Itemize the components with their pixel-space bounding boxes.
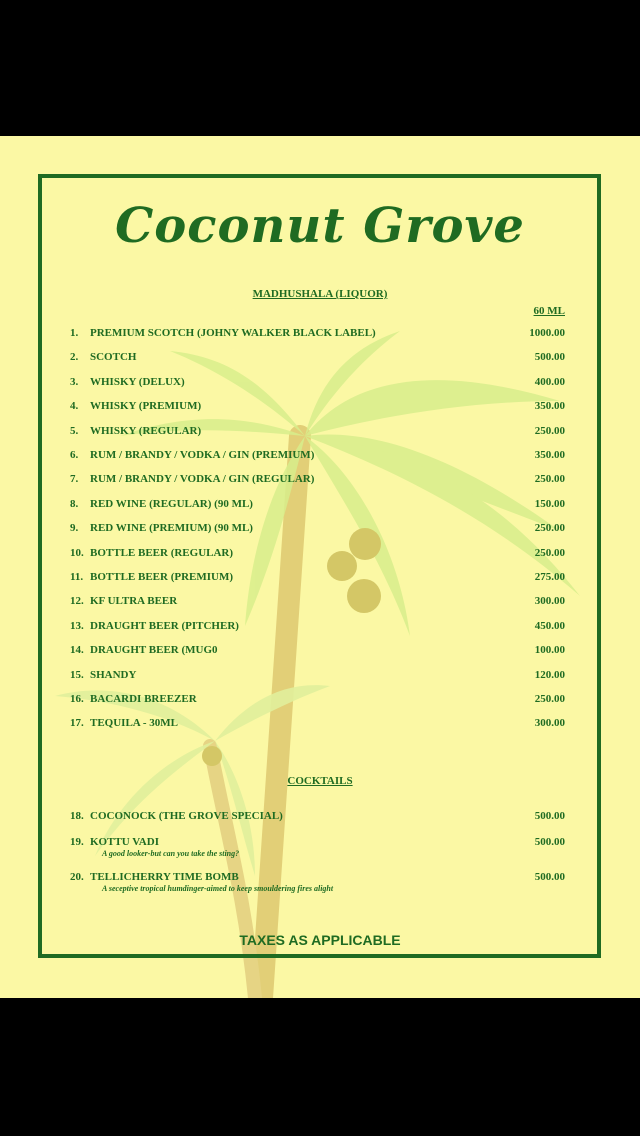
item-number: 15.	[70, 669, 84, 681]
item-price: 500.00	[534, 836, 565, 848]
item-number: 3.	[70, 376, 79, 388]
item-number: 1.	[70, 327, 79, 339]
item-price: 300.00	[534, 595, 565, 607]
item-number: 11.	[70, 571, 84, 583]
menu-item-row	[70, 376, 565, 392]
menu-item-row	[70, 810, 565, 826]
item-name: SCOTCH	[90, 351, 137, 363]
menu-item-row	[70, 644, 565, 660]
menu-item-row	[70, 351, 565, 367]
menu-item-row	[70, 425, 565, 441]
item-name: KOTTU VADI	[90, 836, 159, 848]
item-price: 150.00	[534, 498, 565, 510]
item-name: DRAUGHT BEER (PITCHER)	[90, 620, 239, 632]
menu-item-row	[70, 595, 565, 611]
restaurant-title: Coconut Grove	[115, 198, 525, 254]
item-number: 10.	[70, 547, 84, 559]
item-number: 2.	[70, 351, 79, 363]
menu-item-row	[70, 871, 565, 893]
menu-item-row	[70, 693, 565, 709]
item-name: TEQUILA - 30ML	[90, 717, 179, 729]
item-name: SHANDY	[90, 669, 137, 681]
item-number: 8.	[70, 498, 79, 510]
item-price: 250.00	[534, 473, 565, 485]
item-number: 6.	[70, 449, 79, 461]
item-number: 4.	[70, 400, 79, 412]
menu-item-row	[70, 547, 565, 563]
column-header-60ml: 60 ML	[533, 305, 565, 317]
menu-item-row	[70, 400, 565, 416]
item-price: 400.00	[534, 376, 565, 388]
item-number: 16.	[70, 693, 84, 705]
item-name: RUM / BRANDY / VODKA / GIN (REGULAR)	[90, 473, 315, 485]
item-name: WHISKY (PREMIUM)	[90, 400, 202, 412]
cocktails-section-heading: COCKTAILS	[287, 775, 353, 787]
menu-item-row	[70, 449, 565, 465]
item-price: 300.00	[534, 717, 565, 729]
item-number: 5.	[70, 425, 79, 437]
item-number: 13.	[70, 620, 84, 632]
item-number: 7.	[70, 473, 79, 485]
item-price: 250.00	[534, 693, 565, 705]
menu-item-row	[70, 836, 565, 858]
item-name: WHISKY (REGULAR)	[90, 425, 202, 437]
item-name: DRAUGHT BEER (MUG0	[90, 644, 218, 656]
item-name: RUM / BRANDY / VODKA / GIN (PREMIUM)	[90, 449, 315, 461]
item-name: PREMIUM SCOTCH (JOHNY WALKER BLACK LABEL)	[90, 327, 376, 339]
item-number: 19.	[70, 836, 84, 848]
item-name: WHISKY (DELUX)	[90, 376, 185, 388]
menu-item-row	[70, 620, 565, 636]
item-price: 250.00	[534, 425, 565, 437]
menu-item-row	[70, 473, 565, 489]
item-name: RED WINE (PREMIUM) (90 ML)	[90, 522, 253, 534]
menu-item-row	[70, 717, 565, 733]
item-price: 250.00	[534, 522, 565, 534]
item-number: 14.	[70, 644, 84, 656]
item-number: 18.	[70, 810, 84, 822]
item-price: 120.00	[534, 669, 565, 681]
item-name: KF ULTRA BEER	[90, 595, 178, 607]
item-name: TELLICHERRY TIME BOMB	[90, 871, 239, 883]
item-name: RED WINE (REGULAR) (90 ML)	[90, 498, 253, 510]
item-number: 17.	[70, 717, 84, 729]
item-name: COCONOCK (THE GROVE SPECIAL)	[90, 810, 283, 822]
item-name: BOTTLE BEER (PREMIUM)	[90, 571, 234, 583]
item-name: BOTTLE BEER (REGULAR)	[90, 547, 234, 559]
menu-page	[0, 136, 640, 998]
taxes-note: TAXES AS APPLICABLE	[239, 932, 401, 948]
liquor-section-heading: MADHUSHALA (LIQUOR)	[252, 288, 388, 300]
item-price: 350.00	[534, 449, 565, 461]
item-price: 500.00	[534, 351, 565, 363]
item-description: A good looker-but can you take the sting?	[102, 849, 240, 858]
item-number: 12.	[70, 595, 84, 607]
menu-item-row	[70, 498, 565, 514]
menu-item-row	[70, 571, 565, 587]
item-name: BACARDI BREEZER	[90, 693, 197, 705]
item-price: 500.00	[534, 810, 565, 822]
item-price: 450.00	[534, 620, 565, 632]
item-price: 100.00	[534, 644, 565, 656]
item-price: 500.00	[534, 871, 565, 883]
item-price: 1000.00	[529, 327, 565, 339]
item-number: 9.	[70, 522, 79, 534]
menu-item-row	[70, 669, 565, 685]
menu-item-row	[70, 522, 565, 538]
item-price: 275.00	[534, 571, 565, 583]
item-price: 350.00	[534, 400, 565, 412]
item-number: 20.	[70, 871, 84, 883]
menu-item-row	[70, 327, 565, 343]
item-description: A seceptive tropical humdinger-aimed to keep smouldering fires alight	[102, 884, 334, 893]
item-price: 250.00	[534, 547, 565, 559]
